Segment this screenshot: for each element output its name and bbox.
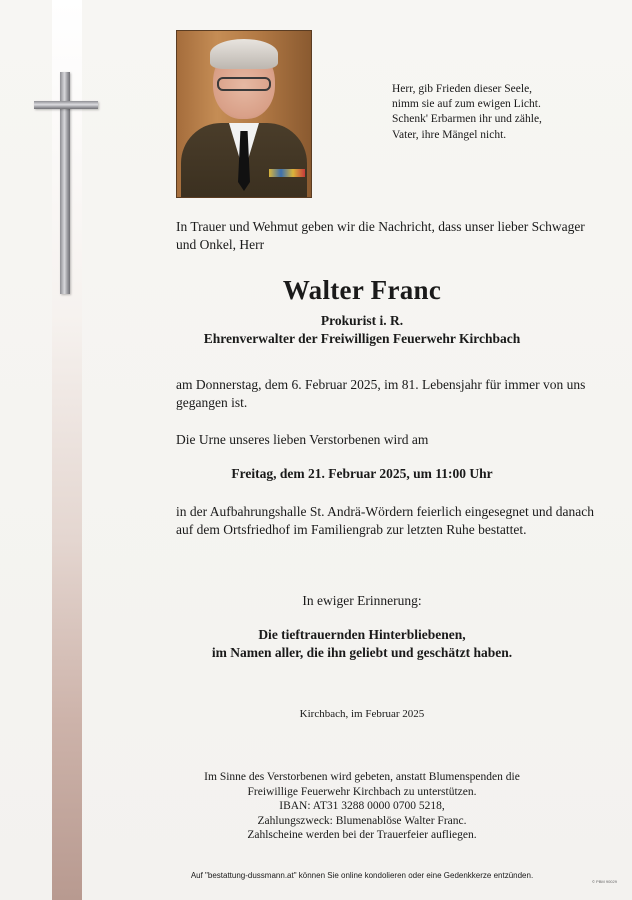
portrait-hair	[210, 39, 278, 69]
mourners-line: Die tieftrauernden Hinterbliebenen,	[258, 627, 466, 642]
donation-line: Freiwillige Feuerwehr Kirchbach zu unterstützen.	[247, 785, 477, 798]
place-date: Kirchbach, im Februar 2025	[299, 708, 425, 720]
printer-logo: © PBM 90029	[592, 879, 617, 884]
mourners-block	[100, 626, 624, 662]
ceremony-text: in der Aufbahrungshalle St. Andrä-Wördern feierlich eingesegnet und danach auf dem Ortsfriedhof im Familiengrab zur letzten Ruhe bestattet.	[176, 504, 594, 537]
footer-text: Auf "bestattung-dussmann.at" können Sie online kondolieren oder eine Gedenkkerze entzünden.	[190, 871, 534, 880]
donation-line: Zahlscheine werden bei der Trauerfeier aufliegen.	[247, 829, 477, 841]
urn-text: Die Urne unseres lieben Verstorbenen wird am	[176, 432, 429, 447]
portrait-photo	[176, 30, 312, 198]
prayer-verse: Herr, gib Frieden dieser Seele, nimm sie auf zum ewigen Licht. Schenk' Erbarmen ihr und zähle, Vater, ihre Mängel nicht.	[392, 83, 542, 141]
ceremony-date: Freitag, dem 21. Februar 2025, um 11:00 Uhr	[231, 466, 493, 481]
mourners-line: im Namen aller, die ihn geliebt und geschätzt haben.	[211, 645, 513, 660]
donation-line: Im Sinne des Verstorbenen wird gebeten, anstatt Blumenspenden die	[204, 771, 520, 783]
death-notice: am Donnerstag, dem 6. Februar 2025, im 81. Lebensjahr für immer von uns gegangen ist.	[176, 377, 586, 410]
memory-heading: In ewiger Erinnerung:	[302, 593, 422, 608]
donation-purpose: Zahlungszweck: Blumenablöse Walter Franc.	[257, 814, 467, 827]
deceased-name: Walter Franc	[282, 275, 442, 305]
portrait-glasses	[217, 77, 271, 91]
donation-iban: IBAN: AT31 3288 0000 0700 5218,	[279, 800, 445, 812]
cross-icon-bar	[34, 101, 98, 109]
portrait-ribbon	[269, 169, 305, 177]
intro-text: In Trauer und Wehmut geben wir die Nachricht, dass unser lieber Schwager und Onkel, Herr	[176, 219, 585, 252]
deceased-honorary-title: Ehrenverwalter der Freiwilligen Feuerwehr Kirchbach	[203, 331, 521, 346]
deceased-title: Prokurist i. R.	[320, 313, 404, 328]
donation-block	[100, 770, 624, 843]
